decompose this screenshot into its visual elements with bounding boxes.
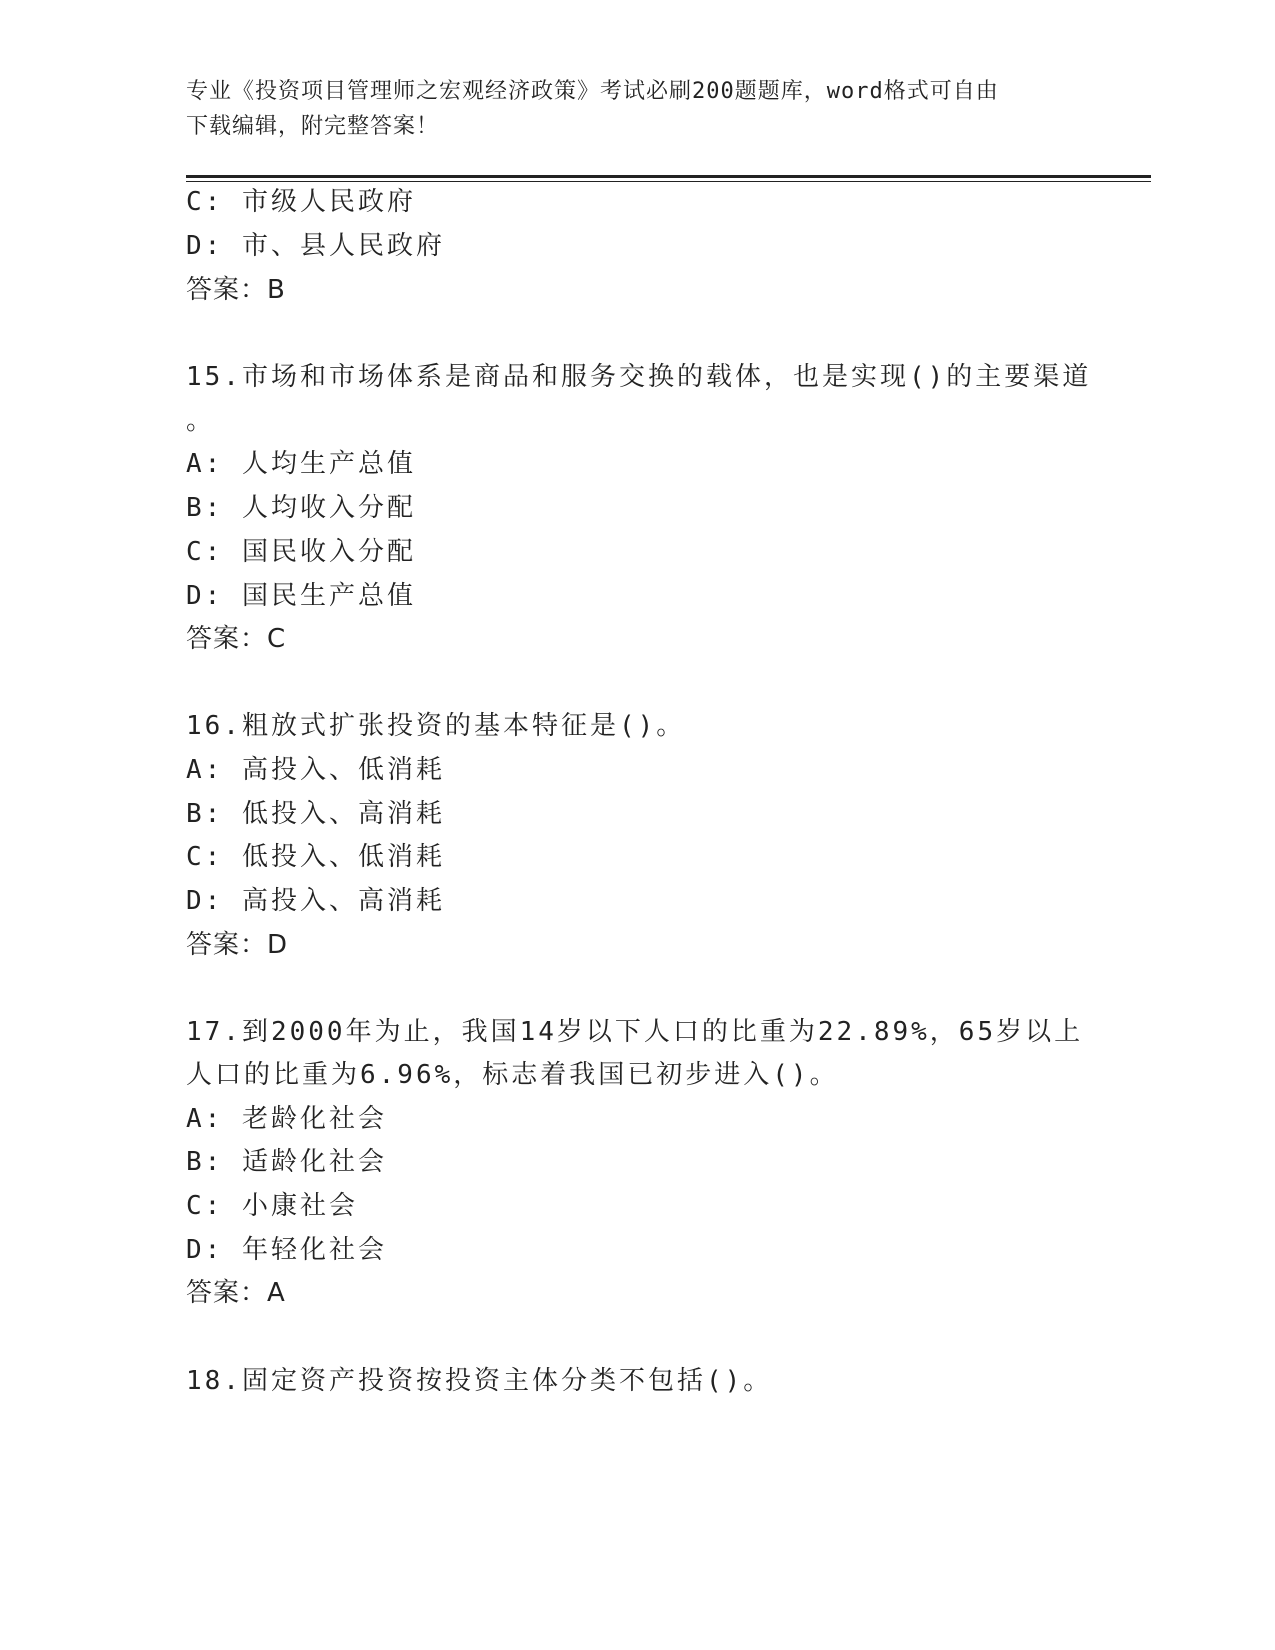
q16-answer: 答案：D xyxy=(186,930,289,960)
q15-question-line-1: 15.市场和市场体系是商品和服务交换的载体，也是实现()的主要渠道 xyxy=(186,362,1092,392)
header-line-1: 专业《投资项目管理师之宏观经济政策》考试必刷200题题库，word格式可自由 xyxy=(186,79,999,104)
q17-answer: 答案：A xyxy=(186,1278,286,1308)
q17-option-a: A: 老龄化社会 xyxy=(186,1104,387,1134)
q14-answer: 答案：B xyxy=(186,275,286,305)
q15-question-line-2: 。 xyxy=(186,406,216,436)
document-header xyxy=(186,74,1066,144)
q15-option-a: A: 人均生产总值 xyxy=(186,449,416,479)
q14-option-c: C: 市级人民政府 xyxy=(186,187,416,217)
q16-option-b: B: 低投入、高消耗 xyxy=(186,799,445,829)
header-line-2: 下载编辑，附完整答案！ xyxy=(186,114,440,139)
q17-question-line-2: 人口的比重为6.96%，标志着我国已初步进入()。 xyxy=(186,1060,839,1090)
q15-option-d: D: 国民生产总值 xyxy=(186,581,416,611)
q15-option-b: B: 人均收入分配 xyxy=(186,493,416,523)
q16-question: 16.粗放式扩张投资的基本特征是()。 xyxy=(186,711,686,741)
q16-option-d: D: 高投入、高消耗 xyxy=(186,886,445,916)
q16-option-c: C: 低投入、低消耗 xyxy=(186,842,445,872)
q17-option-c: C: 小康社会 xyxy=(186,1191,358,1221)
q15-answer: 答案：C xyxy=(186,624,287,654)
q14-option-d: D: 市、县人民政府 xyxy=(186,231,445,261)
header-divider-thin xyxy=(186,181,1151,182)
q16-option-a: A: 高投入、低消耗 xyxy=(186,755,445,785)
q17-option-b: B: 适龄化社会 xyxy=(186,1147,387,1177)
header-divider-thick xyxy=(186,175,1151,178)
q18-question: 18.固定资产投资按投资主体分类不包括()。 xyxy=(186,1366,773,1396)
q17-option-d: D: 年轻化社会 xyxy=(186,1235,387,1265)
q17-question-line-1: 17.到2000年为止，我国14岁以下人口的比重为22.89%，65岁以上 xyxy=(186,1017,1084,1047)
q15-option-c: C: 国民收入分配 xyxy=(186,537,416,567)
